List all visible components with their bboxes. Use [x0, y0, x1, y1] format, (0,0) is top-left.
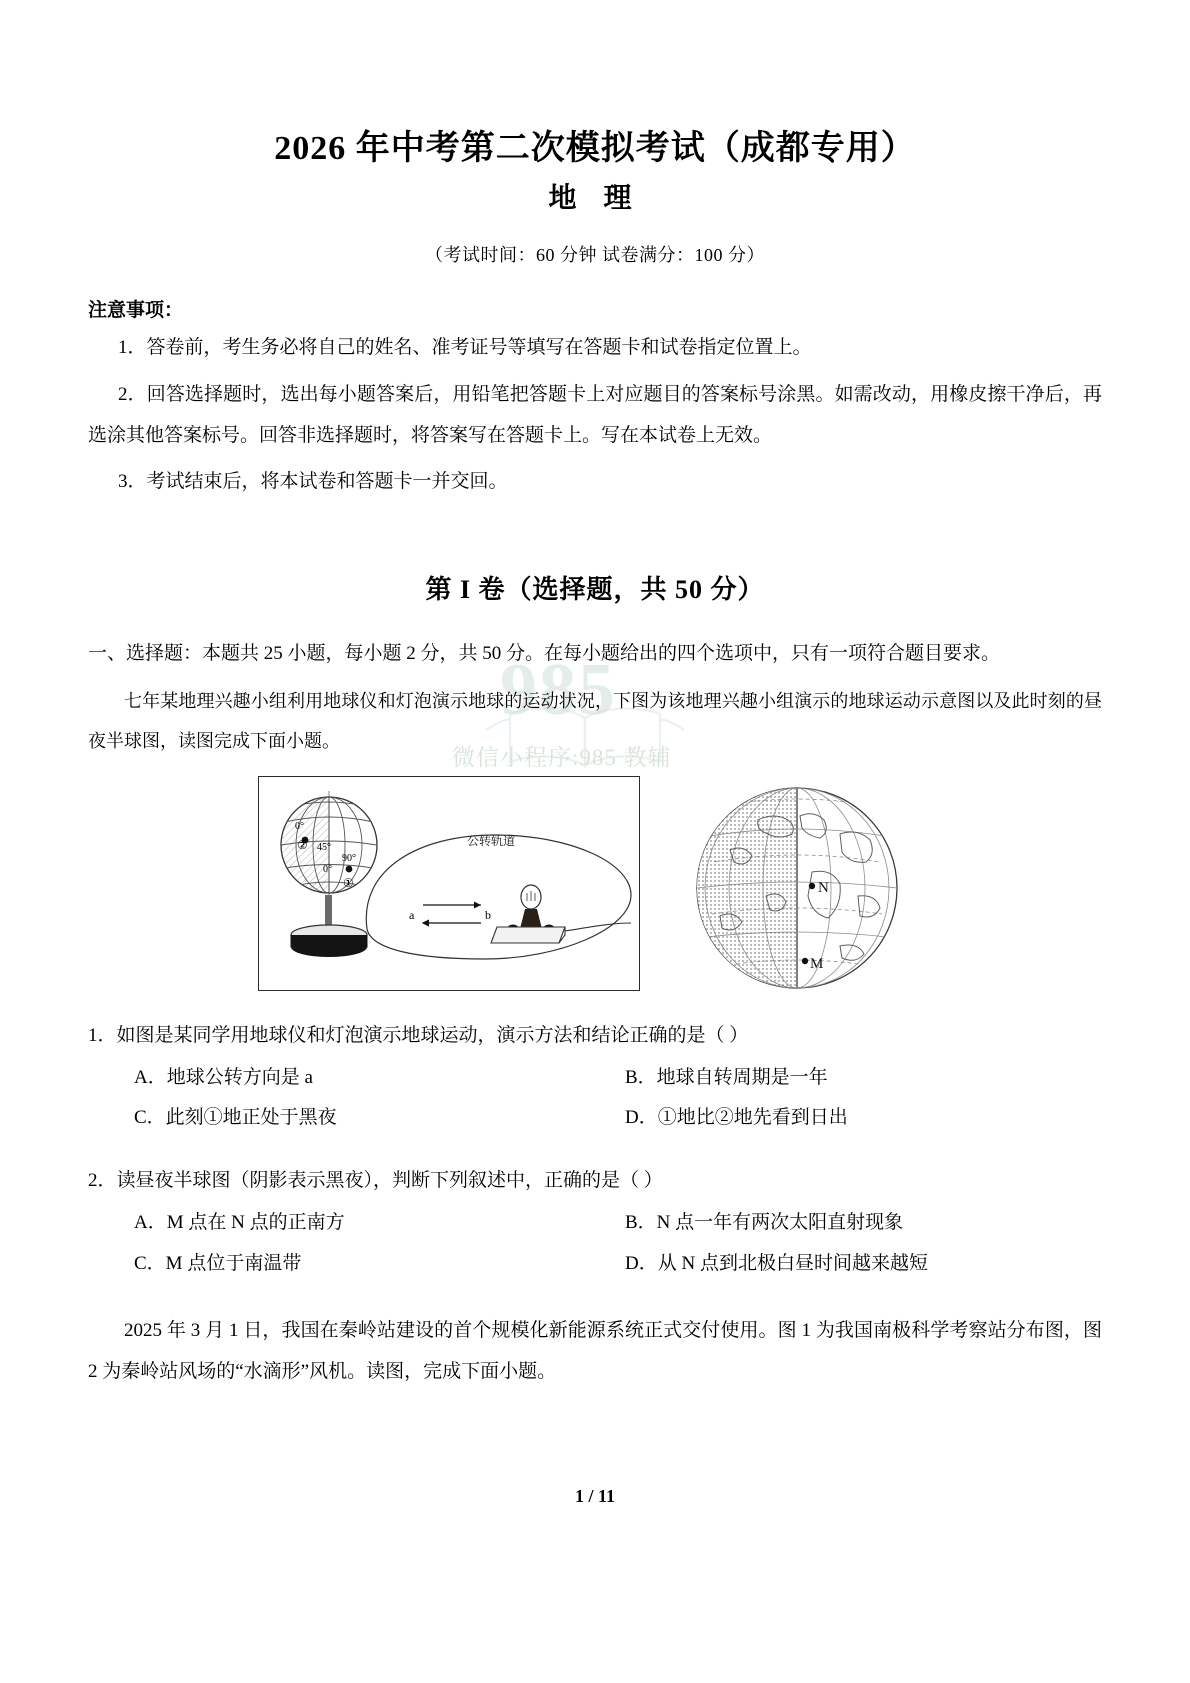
question-2-stem: 读昼夜半球图（阴影表示黑夜），判断下列叙述中，正确的是（ ） — [116, 1170, 663, 1192]
globe-point-one-dot — [346, 865, 353, 872]
figure-group-1 — [88, 776, 1102, 994]
point-m-dot — [802, 957, 808, 963]
globe-label-point-two: ② — [297, 837, 308, 852]
stimulus-paragraph-1: 七年某地理兴趣小组利用地球仪和灯泡演示地球的运动状况，下图为该地理兴趣小组演示的地球运动示意图以及此时刻的昼夜半球图，读图完成下面小题。 — [88, 691, 1102, 751]
question-1-stem: 如图是某同学用地球仪和灯泡演示地球运动，演示方法和结论正确的是（ ） — [116, 1024, 749, 1046]
subject-title: 地 理 — [548, 182, 642, 214]
globe-label-angle-90: 90° — [342, 852, 356, 864]
notice-item-3: 3．考试结束后，将本试卷和答题卡一并交回。 — [118, 471, 508, 493]
question-2-options — [88, 1203, 1102, 1285]
point-n-label: N — [818, 879, 829, 896]
orbit-label: 公转轨道 — [466, 833, 516, 848]
page-title: 2026 年中考第二次模拟考试（成都专用） — [274, 130, 916, 167]
direction-arrows — [409, 905, 491, 923]
globe-label-lat-bottom: 0° — [323, 863, 332, 875]
figure-day-night-hemisphere — [662, 776, 932, 994]
globe-stand-base-bottom — [291, 937, 367, 957]
lamp-icon — [491, 885, 631, 943]
globe-label-lat-top: 0° — [295, 820, 304, 832]
question-2-option-b[interactable]: B．N 点一年有两次太阳直射现象 — [625, 1212, 904, 1234]
night-hemisphere — [697, 788, 797, 988]
watermark-caption: 微信小程序:985 教辅 — [452, 745, 672, 770]
question-1-option-d[interactable]: D．①地比②地先看到日出 — [625, 1107, 848, 1129]
point-m-label: M — [810, 955, 824, 972]
section-lead: 一、选择题：本题共 25 小题，每小题 2 分，共 50 分。在每小题给出的四个选项中，只有一项符合题目要求。 — [88, 643, 1001, 665]
exam-meta: （考试时间：60 分钟 试卷满分：100 分） — [425, 244, 765, 265]
question-1-option-a[interactable]: A．地球公转方向是 a — [134, 1066, 313, 1088]
watermark-985-text: 985 — [500, 649, 617, 731]
earth-revolution-diagram — [259, 777, 639, 990]
question-2-number: 2． — [88, 1170, 117, 1192]
figure-earth-revolution-demo — [258, 776, 640, 991]
part-one-title: 第 I 卷（选择题，共 50 分） — [425, 575, 765, 605]
question-2 — [88, 1163, 1102, 1199]
question-1-option-b[interactable]: B．地球自转周期是一年 — [625, 1066, 828, 1088]
question-2-option-d[interactable]: D．从 N 点到北极白昼时间越来越短 — [625, 1253, 928, 1275]
page-footer: 1 / 11 — [574, 1486, 615, 1506]
arrow-label-a: a — [409, 907, 415, 922]
question-1 — [88, 1018, 1102, 1054]
question-2-option-a[interactable]: A．M 点在 N 点的正南方 — [134, 1212, 345, 1234]
question-1-number: 1． — [88, 1024, 117, 1046]
question-1-option-c[interactable]: C．此刻①地正处于黑夜 — [134, 1107, 337, 1129]
notice-item-2: 2．回答选择题时，选出每小题答案后，用铅笔把答题卡上对应题目的答案标号涂黑。如需改动，用橡皮擦干净后，再选涂其他答案标号。回答非选择题时，将答案写在答题卡上。写在本试卷上无效。 — [88, 383, 1102, 446]
question-1-options — [88, 1058, 1102, 1140]
stimulus-paragraph-2: 2025 年 3 月 1 日，我国在秦岭站建设的首个规模化新能源系统正式交付使用。图 1 为我国南极科学考察站分布图，图 2 为秦岭站风场的“水滴形”风机。读图，完成下面小题。 — [88, 1320, 1102, 1382]
notice-heading: 注意事项： — [88, 299, 184, 321]
question-2-option-c[interactable]: C．M 点位于南温带 — [134, 1253, 302, 1275]
globe-label-angle-45: 45° — [317, 841, 331, 853]
arrow-label-b: b — [485, 907, 491, 922]
notice-item-1: 1．答卷前，考生务必将自己的姓名、准考证号等填写在答题卡和试卷指定位置上。 — [118, 336, 812, 358]
day-night-globe-diagram — [662, 776, 932, 994]
globe-label-point-one: ① — [343, 875, 354, 890]
point-n-dot — [809, 882, 815, 888]
